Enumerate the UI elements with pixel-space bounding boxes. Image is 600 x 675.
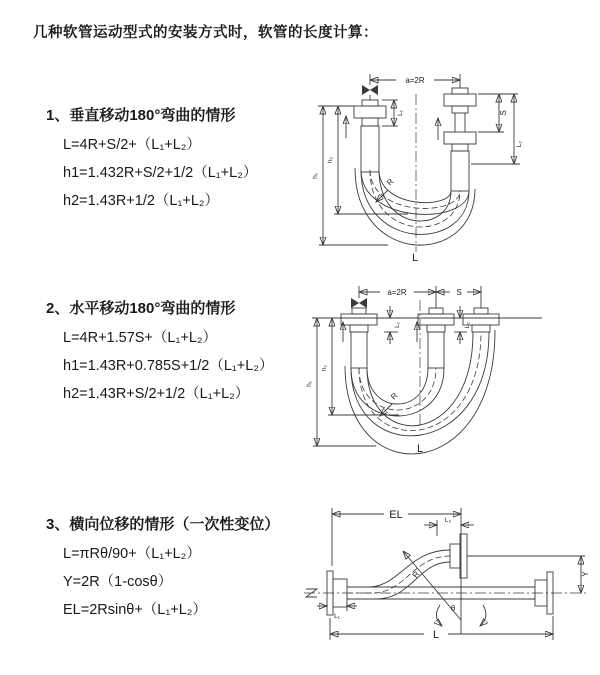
dim-label-radius: R (410, 569, 422, 580)
dim-label-stroke: S (499, 110, 508, 116)
diagram-horizontal-u-bend (304, 276, 594, 456)
formula-length: L=4R+S/2+（L₁+L₂） (63, 137, 201, 153)
right-fitting (444, 88, 476, 191)
dim-label-h1: h₁ (306, 381, 313, 387)
formula-h2: h2=1.43R+1/2（L₁+L₂） (63, 193, 220, 209)
formula-h1: h1=1.43R+0.785S+1/2（L₁+L₂） (63, 358, 274, 374)
movement-arrows (346, 116, 438, 140)
dim-label-length: L (411, 252, 419, 264)
dim-label-l1: L₁ (334, 613, 340, 620)
middle-fitting (418, 308, 454, 368)
valve-icon (362, 85, 378, 100)
dim-label-l2: L₂ (464, 321, 471, 329)
dim-label-h2: h₂ (327, 156, 334, 164)
left-fitting (341, 308, 377, 368)
dim-label-l2: L₂ (444, 517, 452, 524)
section-lateral-displacement (46, 513, 336, 626)
dim-label-span: a=2R (387, 288, 407, 297)
diagram-vertical-u-bend (308, 64, 592, 266)
page-title: 几种软管运动型式的安装方式时，软管的长度计算： (33, 25, 378, 41)
dimension-lines (318, 74, 520, 245)
dim-label-l2: L₂ (516, 140, 523, 148)
valve-icon (351, 298, 367, 308)
formula-el: EL=2Rsinθ+（L₁+L₂） (63, 602, 207, 618)
formula-h1: h1=1.432R+S/2+1/2（L₁+L₂） (63, 165, 258, 181)
section-1-heading: 1、垂直移动180°弯曲的情形 (46, 107, 236, 124)
section-3-heading: 3、横向位移的情形（一次性变位） (46, 516, 280, 533)
formula-y: Y=2R（1-cosθ） (63, 574, 173, 590)
formula-h2: h2=1.43R+S/2+1/2（L₁+L₂） (63, 386, 250, 402)
dim-label-radius: R (389, 391, 400, 402)
dim-label-y: Y (581, 571, 590, 577)
dimension-lines (317, 508, 585, 640)
dim-label-length: L (432, 629, 440, 641)
hose-arcs (355, 168, 475, 245)
dim-label-h1: h₁ (312, 173, 319, 179)
dim-label-theta: θ (450, 604, 456, 613)
section-vertical-movement (46, 104, 336, 217)
section-horizontal-movement (46, 297, 336, 410)
diagram-lateral-s-bend (296, 494, 596, 654)
dim-label-l1: L₁ (397, 110, 404, 116)
formula-length: L=πRθ/90+（L₁+L₂） (63, 546, 201, 562)
dim-label-stroke: S (456, 288, 462, 297)
dimension-lines (313, 286, 481, 446)
dim-label-radius: R (385, 177, 396, 188)
s-curve-hose (347, 550, 450, 599)
dim-label-l1: L₁ (394, 322, 401, 328)
left-fitting (354, 100, 386, 172)
dim-label-span: a=2R (405, 76, 425, 85)
dim-label-length: L (416, 443, 424, 455)
section-2-heading: 2、水平移动180°弯曲的情形 (46, 300, 236, 317)
dim-label-h2: h₂ (321, 364, 328, 372)
upper-flange (450, 534, 467, 578)
formula-length: L=4R+1.57S+（L₁+L₂） (63, 330, 218, 346)
dim-label-el: EL (389, 509, 403, 521)
